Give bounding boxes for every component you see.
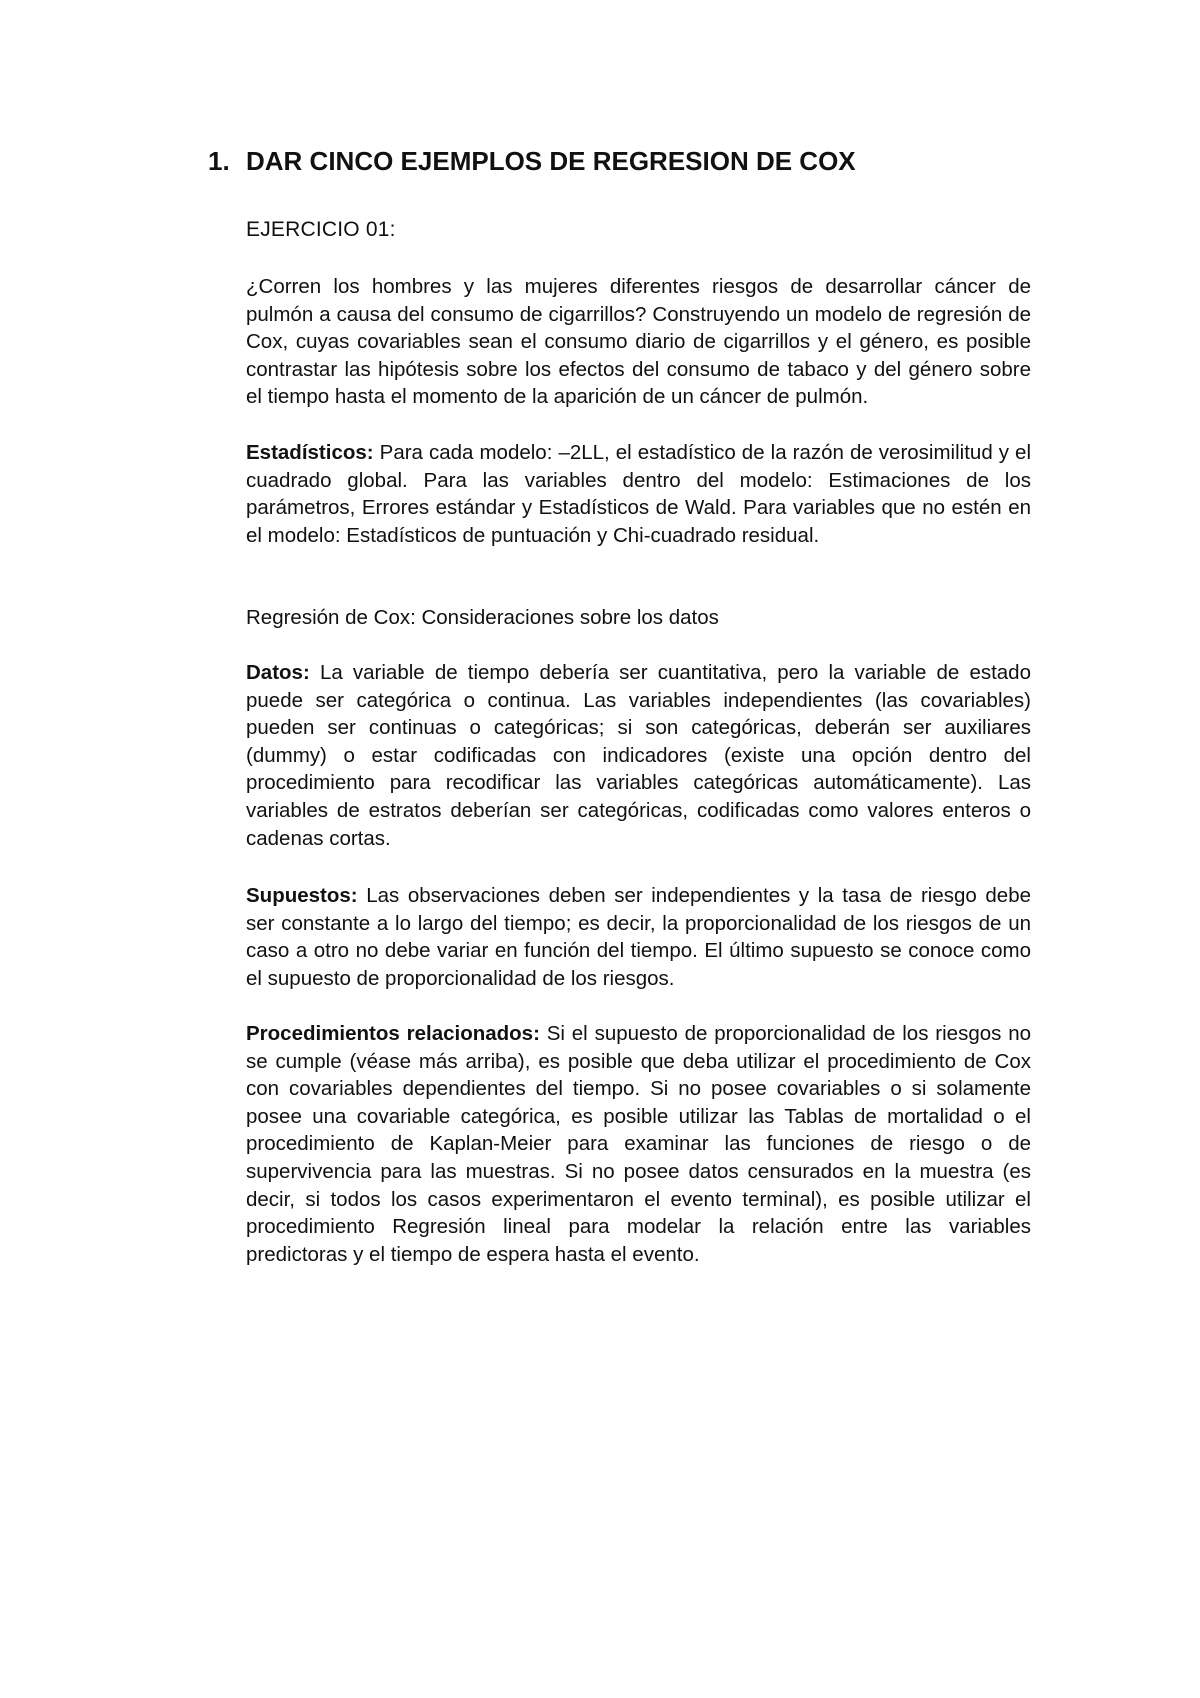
datos-label: Datos: [246, 661, 310, 684]
statistics-text: Para cada modelo: –2LL, el estadístico de la razón de verosimilitud y el cuadrado global. Para las variables dentro del modelo: Estimaciones de los parámetros, Errores estándar y Estadísticos de Wald. Para variables que no estén en el modelo: Estadísticos de puntuación y Chi-cuadrado residual. [246, 441, 1031, 547]
heading-text: DAR CINCO EJEMPLOS DE REGRESION DE COX [246, 146, 856, 176]
cox-considerations-title: Regresión de Cox: Consideraciones sobre los datos [246, 606, 719, 629]
supuestos-paragraph [246, 882, 1031, 992]
heading-number: 1. [208, 146, 230, 176]
procedimientos-label: Procedimientos relacionados: [246, 1022, 540, 1045]
datos-text: La variable de tiempo debería ser cuantitativa, pero la variable de estado puede ser categórica o continua. Las variables independientes (las covariables) pueden ser continuas o categóricas; si son categóricas, deberán ser auxiliares (dummy) o estar codificadas con indicadores (existe una opción dentro del procedimiento para recodificar las variables categóricas automáticamente). Las variables de estratos deberían ser categóricas, codificadas como valores enteros o cadenas cortas. [246, 661, 1031, 850]
datos-paragraph [246, 659, 1031, 852]
procedimientos-text: Si el supuesto de proporcionalidad de los riesgos no se cumple (véase más arriba), es posible que deba utilizar el procedimiento de Cox con covariables dependientes del tiempo. Si no posee covariables o si solamente posee una covariable categórica, es posible utilizar las Tablas de mortalidad o el procedimiento de Kaplan-Meier para examinar las funciones de riesgo o de supervivencia para las muestras. Si no posee datos censurados en la muestra (es decir, si todos los casos experimentaron el evento terminal), es posible utilizar el procedimiento Regresión lineal para modelar la relación entre las variables predictoras y el tiempo de espera hasta el evento. [246, 1022, 1031, 1266]
statistics-paragraph [246, 439, 1031, 549]
exercise-title: EJERCICIO 01: [246, 218, 396, 241]
statistics-label: Estadísticos: [246, 441, 374, 464]
intro-paragraph: ¿Corren los hombres y las mujeres diferentes riesgos de desarrollar cáncer de pulmón a causa del consumo de cigarrillos? Construyendo un modelo de regresión de Cox, cuyas covariables sean el consumo diario de cigarrillos y el género, es posible contrastar las hipótesis sobre los efectos del consumo de tabaco y del género sobre el tiempo hasta el momento de la aparición de un cáncer de pulmón. [246, 275, 1031, 409]
supuestos-label: Supuestos: [246, 884, 358, 907]
section-heading [208, 144, 1038, 178]
supuestos-text: Las observaciones deben ser independientes y la tasa de riesgo debe ser constante a lo largo del tiempo; es decir, la proporcionalidad de los riesgos de un caso a otro no debe variar en función del tiempo. El último supuesto se conoce como el supuesto de proporcionalidad de los riesgos. [246, 884, 1031, 990]
procedimientos-paragraph [246, 1020, 1031, 1268]
